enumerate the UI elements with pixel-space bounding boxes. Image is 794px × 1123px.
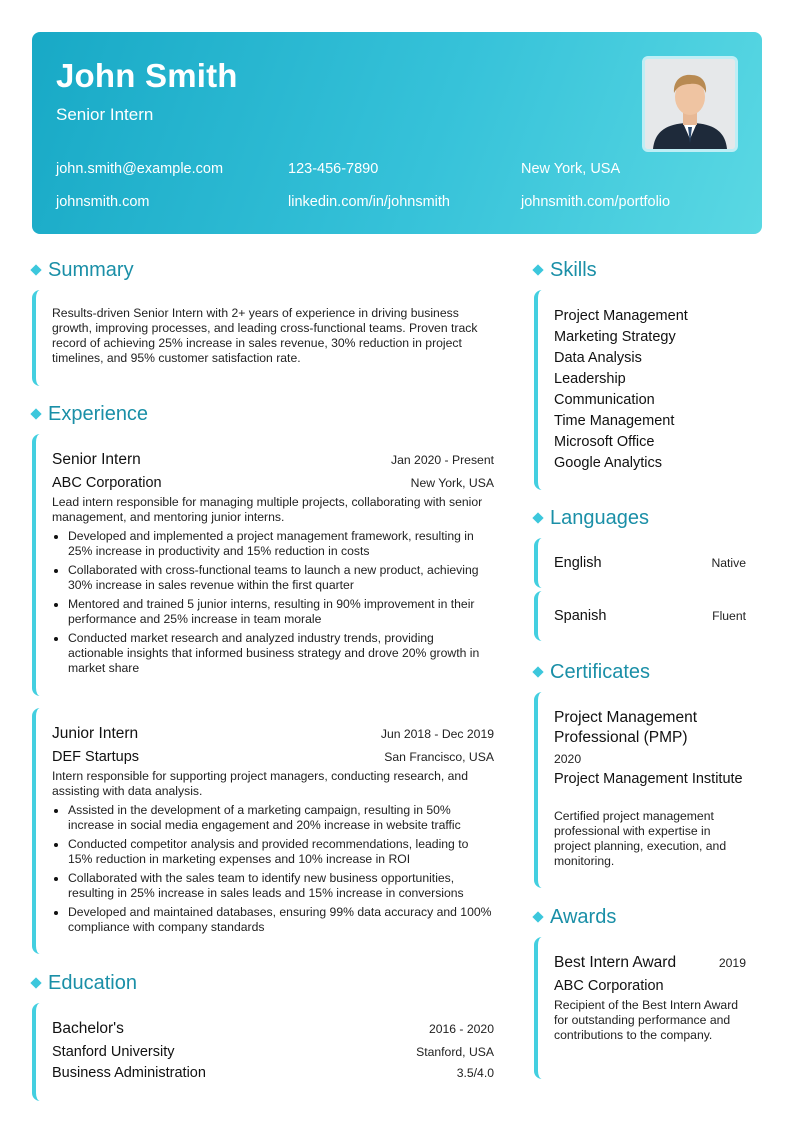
job-dates: Jun 2018 - Dec 2019	[380, 727, 494, 741]
skill-item: Project Management	[554, 308, 688, 324]
job-bullets	[52, 529, 492, 680]
job-role: Senior Intern	[52, 451, 141, 468]
awards-heading	[534, 905, 616, 929]
candidate-name: John Smith	[56, 57, 238, 94]
diamond-icon	[532, 911, 543, 922]
education-school: Stanford University	[52, 1044, 175, 1060]
diamond-icon	[30, 408, 41, 419]
summary-card	[32, 290, 506, 386]
education-location: Stanford, USA	[416, 1045, 494, 1059]
award-issuer: ABC Corporation	[554, 978, 664, 994]
website-link[interactable]: johnsmith.com	[56, 194, 150, 210]
language-name: English	[554, 555, 602, 571]
job-description: Intern responsible for supporting project managers, conducting research, and assisting with data analysis.	[52, 769, 468, 798]
skill-item: Data Analysis	[554, 350, 642, 366]
list-item: Developed and maintained databases, ensuring 99% data accuracy and 100% compliance with company standards	[52, 905, 492, 935]
certificate-name: Project Management Professional (PMP)	[554, 709, 698, 746]
certificate-description: Certified project management professional with expertise in project planning, execution, and monitoring.	[554, 809, 727, 868]
job-bullets	[52, 803, 492, 939]
job-description: Lead intern responsible for managing multiple projects, collaborating with senior management, and mentoring junior interns.	[52, 495, 483, 524]
diamond-icon	[532, 264, 543, 275]
award-description: Recipient of the Best Intern Award for outstanding performance and contributions to the company.	[554, 998, 739, 1042]
education-degree: Bachelor's	[52, 1020, 124, 1037]
diamond-icon	[532, 666, 543, 677]
diamond-icon	[30, 264, 41, 275]
education-heading	[32, 971, 137, 995]
education-card	[32, 1003, 506, 1101]
list-item: Conducted competitor analysis and provided recommendations, leading to 15% reduction in marketing expenses and 10% increase in ROI	[52, 837, 492, 867]
portfolio-link[interactable]: johnsmith.com/portfolio	[521, 194, 671, 210]
skills-list	[554, 306, 688, 474]
list-item: Assisted in the development of a marketing campaign, resulting in 50% increase in social media engagement and 20% increase in website traffic	[52, 803, 492, 833]
diamond-icon	[532, 512, 543, 523]
certificates-heading	[534, 660, 650, 684]
job-dates: Jan 2020 - Present	[391, 453, 494, 467]
list-item: Collaborated with cross-functional teams to launch a new product, achieving 30% increase in sales revenue within the first quarter	[52, 563, 492, 593]
resume-header	[32, 32, 762, 234]
education-field: Business Administration	[52, 1065, 206, 1081]
list-item: Conducted market research and analyzed industry trends, providing actionable insights that informed business strategy and drove 20% growth in market share	[52, 631, 492, 676]
skill-item: Time Management	[554, 413, 675, 429]
job-location: New York, USA	[410, 476, 494, 490]
experience-item-2	[32, 708, 506, 954]
certificate-item	[534, 692, 762, 888]
award-item	[534, 937, 762, 1079]
phone-number: 123-456-7890	[288, 161, 379, 177]
language-item-english	[534, 538, 762, 588]
language-level: Fluent	[712, 609, 746, 623]
job-location: San Francisco, USA	[384, 750, 494, 764]
award-name: Best Intern Award	[554, 954, 677, 971]
skill-item: Leadership	[554, 371, 626, 387]
job-role: Junior Intern	[52, 725, 139, 742]
job-company: DEF Startups	[52, 749, 140, 765]
list-item: Mentored and trained 5 junior interns, resulting in 90% improvement in their performance and 25% increase in team morale	[52, 597, 492, 627]
summary-text: Results-driven Senior Intern with 2+ years of experience in driving business growth, improving processes, and leading cross-functional teams. Proven track record of achieving 25% increase in sales revenue, 30% reduction in project timelines, and 95% customer satisfaction rate.	[52, 306, 478, 365]
summary-heading-text: Summary	[48, 259, 134, 281]
education-gpa: 3.5/4.0	[456, 1066, 494, 1080]
location-text: New York, USA	[521, 161, 621, 177]
certificate-issuer: Project Management Institute	[554, 771, 743, 787]
skills-heading-text: Skills	[550, 259, 597, 281]
certificate-year: 2020	[554, 752, 582, 766]
certificates-heading-text: Certificates	[550, 661, 651, 683]
list-item: Developed and implemented a project management framework, resulting in 25% increase in productivity and 15% reduction in costs	[52, 529, 492, 559]
skill-item: Microsoft Office	[554, 434, 655, 450]
language-item-spanish	[534, 591, 762, 641]
candidate-title: Senior Intern	[56, 105, 154, 124]
education-dates: 2016 - 2020	[428, 1022, 494, 1036]
diamond-icon	[30, 977, 41, 988]
profile-photo	[642, 56, 738, 152]
languages-heading	[534, 506, 649, 530]
experience-item-1	[32, 434, 506, 696]
person-portrait-icon	[645, 59, 735, 149]
linkedin-link[interactable]: linkedin.com/in/johnsmith	[288, 194, 450, 210]
language-name: Spanish	[554, 608, 607, 624]
skill-item: Marketing Strategy	[554, 329, 676, 345]
list-item: Collaborated with the sales team to identify new business opportunities, resulting in 25% increase in sales leads and 15% increase in conversions	[52, 871, 492, 901]
education-heading-text: Education	[48, 972, 137, 994]
skill-item: Google Analytics	[554, 455, 663, 471]
summary-heading	[32, 258, 134, 282]
languages-heading-text: Languages	[550, 507, 649, 529]
language-level: Native	[711, 556, 746, 570]
awards-heading-text: Awards	[550, 906, 617, 928]
experience-heading-text: Experience	[48, 403, 149, 425]
job-company: ABC Corporation	[52, 475, 162, 491]
skills-card	[534, 290, 762, 490]
skills-heading	[534, 258, 597, 282]
skill-item: Communication	[554, 392, 655, 408]
email-link[interactable]: john.smith@example.com	[56, 161, 224, 177]
award-year: 2019	[718, 956, 746, 970]
experience-heading	[32, 402, 148, 426]
